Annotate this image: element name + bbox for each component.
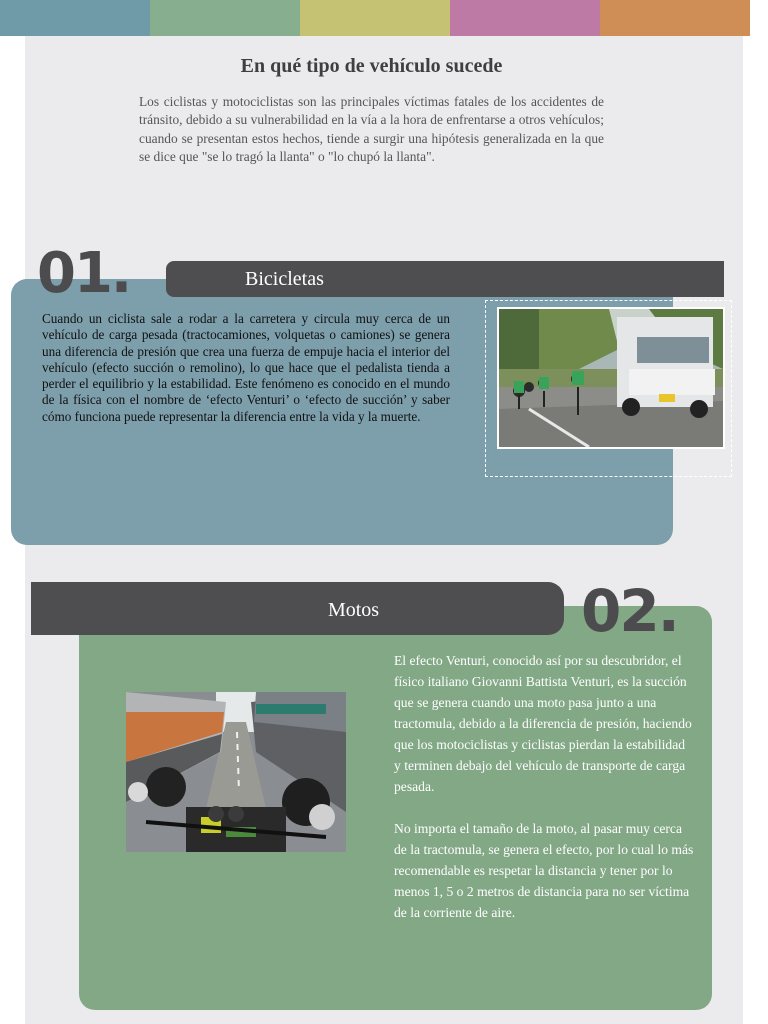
stripe-pink [450,0,600,36]
motorcycle-trucks-photo [126,692,346,852]
bicycle-body-text: Cuando un ciclista sale a rodar a la carretera y circula muy cerca de un vehículo de carga pesada (tractocamiones, volquetas o camiones) se genera una diferencia de presión que crea una fuerza de empuje hacia el interior del vehículo (efecto succión o remolino), lo que hace que el pedalista tienda a perder el equilibrio y la estabilidad. Este fenómeno es conocido en el mundo de la física con el nombre de ‘efecto Venturi’ o ‘efecto de succión’ y saber cómo funciona puede representar la diferencia entre la vida y la muerte. [42,311,450,424]
motorcycle-paragraph-1: El efecto Venturi, conocido así por su descubridor, el físico italiano Giovanni Battista Venturi, es la succión que se genera cuando una moto pasa junto a una tractomula, debido a la diferencia de presión, haciendo que los motociclistas y ciclistas pierdan la estabilidad y terminen debajo del vehículo de transporte de carga pesada. [394,653,692,794]
stripe-yellow [300,0,450,36]
motorcycle-heading-bar [31,582,564,635]
stripe-orange [600,0,750,36]
bicycle-heading: Bicicletas [245,268,324,290]
motorcycle-paragraph-2: No importa el tamaño de la moto, al pasar muy cerca de la tractomula, se genera el efecto, por lo cual lo más recomendable es respetar la distancia y tener por lo menos 1, 5 o 2 metros de distancia para no ser víctima de la corriente de aire. [394,821,694,920]
bicycle-heading-bar [166,261,724,297]
motorcycle-body-text [394,650,694,944]
intro-paragraph: Los ciclistas y motociclistas son las principales víctimas fatales de los accidentes de tránsito, debido a su vulnerabilidad en la vía a la hora de enfrentarse a otros vehículos; cuando se presentan estos hechos, tiende a surgir una hipótesis generalizada en la que se dice que "se lo tragó la llanta" o "lo chupó la llanta". [139,94,604,164]
motorcycle-heading: Motos [327,599,380,621]
stripe-green [150,0,300,36]
page-title: En qué tipo de vehículo sucede [240,55,503,77]
stripe-blue [0,0,150,36]
section-number-02: 02. [581,577,678,645]
cyclists-truck-photo [497,307,725,449]
color-stripe-bar [0,0,750,36]
section-number-01: 01. [37,241,131,306]
